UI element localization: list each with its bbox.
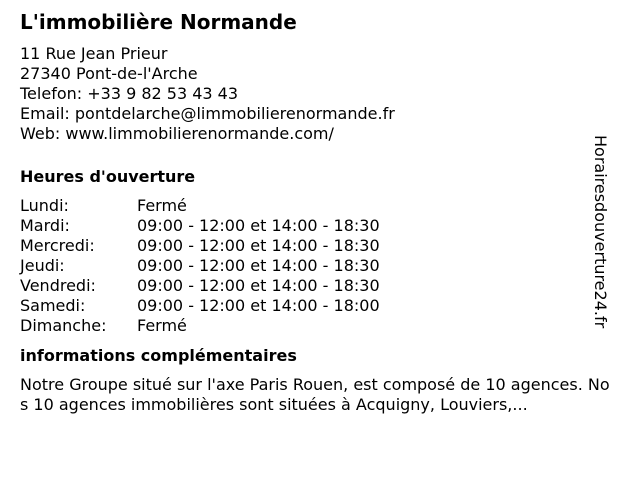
day-label: Mercredi:: [20, 236, 95, 255]
day-hours: Fermé: [137, 316, 187, 335]
hours-row-saturday: [20, 296, 380, 316]
day-label: Jeudi:: [20, 256, 65, 275]
phone-line: Telefon: +33 9 82 53 43 43: [20, 84, 239, 103]
website-line: Web: www.limmobilierenormande.com/: [20, 124, 334, 143]
hours-row-monday: [20, 196, 380, 216]
email-line: Email: pontdelarche@limmobilierenormande.fr: [20, 104, 395, 123]
day-label: Lundi:: [20, 196, 69, 215]
day-hours: 09:00 - 12:00 et 14:00 - 18:30: [137, 236, 380, 255]
business-card: [20, 8, 616, 415]
address-street: 11 Rue Jean Prieur: [20, 44, 168, 63]
day-label: Samedi:: [20, 296, 86, 315]
day-hours: Fermé: [137, 196, 187, 215]
hours-row-friday: [20, 276, 380, 296]
hours-row-tuesday: [20, 216, 380, 236]
day-label: Vendredi:: [20, 276, 96, 295]
day-hours: 09:00 - 12:00 et 14:00 - 18:30: [137, 216, 380, 235]
additional-info-heading: informations complémentaires: [20, 346, 297, 365]
site-watermark: Horairesdouverture24.fr: [591, 135, 610, 329]
day-hours: 09:00 - 12:00 et 14:00 - 18:30: [137, 256, 380, 275]
address-city: 27340 Pont-de-l'Arche: [20, 64, 198, 83]
hours-row-wednesday: [20, 236, 380, 256]
opening-hours-heading: Heures d'ouverture: [20, 167, 196, 186]
day-label: Dimanche:: [20, 316, 107, 335]
day-hours: 09:00 - 12:00 et 14:00 - 18:00: [137, 296, 380, 315]
day-hours: 09:00 - 12:00 et 14:00 - 18:30: [137, 276, 380, 295]
business-name: L'immobilière Normande: [20, 10, 297, 34]
day-label: Mardi:: [20, 216, 70, 235]
hours-row-sunday: [20, 316, 380, 336]
additional-info-text: Notre Groupe situé sur l'axe Paris Rouen, est composé de 10 agences. Nos 10 agences immobilières sont situées à Acquigny, Louviers,...: [20, 375, 610, 414]
opening-hours-table: [20, 196, 380, 336]
contact-block: [20, 44, 616, 144]
hours-row-thursday: [20, 256, 380, 276]
